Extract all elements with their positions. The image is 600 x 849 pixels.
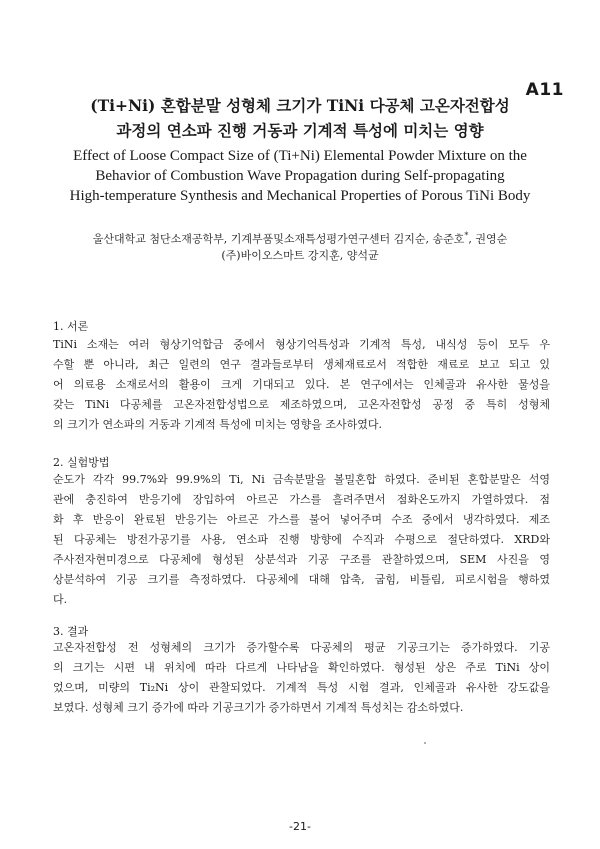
text-line: 보였다. 성형체 크기 증가에 따라 기공크기가 증가하면서 기계적 특성치는 감소하였다. [53, 701, 464, 714]
text-line: 순도가 각각 99.7%와 99.9%의 Ti, Ni 금속분말을 볼밀혼합 하였다. 준비된 혼합분말은 석영 [53, 473, 550, 486]
text-line: 상분석하여 기공 크기를 측정하였다. 다공체에 대해 압축, 굽힘, 비틀림, 피로시험을 행하였 [53, 573, 550, 586]
title-english-line-3: High-temperature Synthesis and Mechanical Properties of Porous TiNi Body [69, 188, 531, 204]
section-heading-methods: 2. 실험방법 [53, 456, 110, 469]
text-line: 의 크기가 연소파의 거동과 기계적 특성에 미치는 영향을 조사하였다. [53, 418, 382, 431]
text-line: 된 다공체는 방전가공기를 사용, 연소파 진행 방향에 수직과 수평으로 절단하였다. XRD와 [53, 533, 550, 546]
authors-tail: , 권영순 [468, 232, 508, 246]
text-line: 화 후 반응이 완료된 반응기는 아르곤 가스를 불어 넣어주며 수조 중에서 냉각하였다. 제조 [53, 513, 550, 526]
text-line: 수할 뿐 아니라, 최근 일련의 연구 결과들로부터 생체재료로서 적합한 재료로 보고 되고 있 [53, 358, 550, 371]
text-line: TiNi 소재는 여러 형상기억합금 중에서 형상기억특성과 기계적 특성, 내식성 등이 모두 우 [53, 338, 550, 351]
section-heading-results: 3. 결과 [53, 625, 89, 638]
text-line: 었으며, 미량의 Ti₂Ni 상이 관찰되었다. 기계적 특성 시험 결과, 인체골과 유사한 강도값을 [53, 681, 550, 694]
section-body-methods [53, 470, 550, 610]
title-english-line-1: Effect of Loose Compact Size of (Ti+Ni) Elemental Powder Mixture on the [73, 148, 527, 164]
authors-line-2: (주)바이오스마트 강지훈, 양석균 [221, 249, 379, 262]
section-heading-introduction: 1. 서론 [53, 320, 89, 333]
corresponding-author-mark: * [464, 231, 469, 240]
abstract-code: A11 [525, 80, 564, 100]
text-line: 다. [53, 593, 68, 606]
text-line: 관에 충진하여 반응기에 장입하여 아르곤 가스를 흘려주면서 점화온도까지 가열하였다. 점 [53, 493, 550, 506]
page-number: -21- [289, 820, 311, 833]
title-english-line-2: Behavior of Combustion Wave Propagation during Self-propagating [95, 168, 505, 184]
stray-mark [424, 742, 426, 744]
text-line: 어 의료용 소재로서의 활용이 크게 기대되고 있다. 본 연구에서는 인체골과 유사한 물성을 [53, 378, 550, 391]
text-line: 고온자전합성 전 성형체의 크기가 증가할수록 다공체의 평균 기공크기는 증가하였다. 기공 [53, 641, 550, 654]
text-line: 의 크기는 시편 내 위치에 따라 다르게 나타남을 확인하였다. 형성된 상은 주로 TiNi 상이 [53, 661, 550, 674]
text-line: 주사전자현미경으로 다공체에 형성된 상분석과 기공 구조를 관찰하였으며, SEM 사진을 영 [53, 553, 550, 566]
title-korean-line-1: (Ti+Ni) 혼합분말 성형체 크기가 TiNi 다공체 고온자전합성 [90, 96, 510, 115]
authors-affiliation: 울산대학교 첨단소재공학부, 기계부품및소재특성평가연구센터 김지순, 송준호 [92, 232, 465, 246]
section-body-results [53, 638, 550, 718]
text-line: 갖는 TiNi 다공체를 고온자전합성법으로 제조하였으며, 고온자전합성 공정 중 특히 성형체 [53, 398, 550, 411]
title-korean-line-2: 과정의 연소파 진행 거동과 기계적 특성에 미치는 영향 [116, 121, 484, 140]
section-body-introduction [53, 335, 550, 435]
